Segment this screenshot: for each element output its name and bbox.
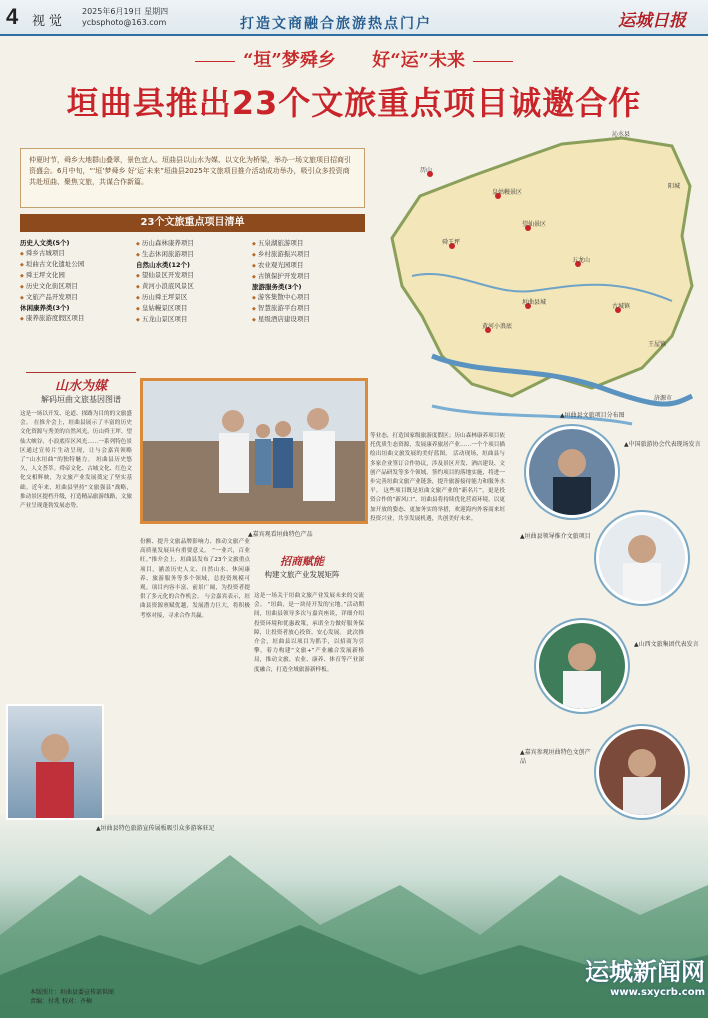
speaker-photo-circle xyxy=(526,426,618,518)
section-heading-subtitle: 构建文旅产业发展矩阵 xyxy=(264,570,340,579)
speaker-photo xyxy=(6,704,104,820)
photo-caption: ▲嘉宾观看垣曲特色产品 xyxy=(248,531,313,538)
project-list-column xyxy=(252,238,365,325)
project-item: ◆ 康养旅游度假区项目 xyxy=(20,313,130,324)
page-footer xyxy=(30,988,114,1006)
project-item: ◆ 古镇保护开发项目 xyxy=(252,271,365,282)
map-label: 古城镇 xyxy=(612,303,631,310)
section-name: 视觉 xyxy=(32,14,67,29)
issue-date: 2025年6月19日 星期四 xyxy=(82,7,169,16)
project-category: 自然山水类(12个) xyxy=(136,261,190,269)
project-item: ◆ 垣曲古文化遗址公园 xyxy=(20,259,130,270)
watermark-url: www.sxycrb.com xyxy=(610,987,705,998)
section-heading-2 xyxy=(254,553,350,587)
project-item: ◆ 文旅产品开发项目 xyxy=(20,292,130,303)
speaker-photo-circle xyxy=(596,512,688,604)
project-item: ◆ 农业观光园项目 xyxy=(252,260,365,271)
photo-caption: ▲山西文旅集团代表发言 xyxy=(634,641,699,648)
article-column-4: 等业态，打造国家级旅游度假区；历山森林康养项目依托优质生态资源，发展康养旅居产业……一个个项目描绘出垣曲文旅发展的美好蓝图。 活动现场，垣曲县与多家企业签订合作协议，涉及景区开发、酒店建设、文创产品研发等多个领域。签约项目的落地实施，将进一步完善垣曲文旅产业链条，提升旅游接待能力和服务水平。 这些项目既是垣曲文旅产业的“新名片”，更是投资合作的“新风口”。垣曲县将持续优化营商环境，以更加开放的姿态、更加务实的举措，欢迎海内外客商来垣投资兴业，共享发展机遇，共创美好未来。 xyxy=(370,433,505,522)
map-label: 阳城 xyxy=(668,183,681,190)
project-item: ◆ 望仙景区开发项目 xyxy=(136,270,246,281)
photo-caption: ▲中国旅游协会代表现场发言 xyxy=(624,441,701,448)
photo-caption: ▲垣曲县领导推介文旅项目 xyxy=(520,533,591,540)
project-list-column xyxy=(136,238,246,325)
project-category: 休闲康养类(3个) xyxy=(20,304,70,312)
page-number: 4 xyxy=(6,4,19,29)
header-banner: 打造文商融合旅游热点门户 xyxy=(240,16,432,32)
project-list-column xyxy=(20,238,130,324)
article-column-2: 份额、提升文旅品牌影响力、推动文旅产业高质量发展具有重要意义。 “一业兴，百业旺。”推介会上，垣曲县发布了23个文旅重点项目，涵盖历史人文、自然山水、休闲康养、旅游服务等多个领域，总投资规模可观。项目内容丰富、前景广阔，为投资者提供了多元化的合作机会。 与会嘉宾表示，垣曲县资源禀赋优越，发展潜力巨大，将积极考察对接，寻求合作共赢。 xyxy=(140,539,250,619)
project-item: ◆ 五龙山景区项目 xyxy=(136,314,246,325)
watermark xyxy=(540,952,705,1006)
project-item: ◆ 智慧旅游平台项目 xyxy=(252,303,365,314)
project-item: ◆ 历山舜王坪景区 xyxy=(136,292,246,303)
map-labels-layer xyxy=(372,126,702,432)
map-label: 望仙景区 xyxy=(522,221,547,228)
map-label: 皇姑幔景区 xyxy=(492,189,523,196)
project-item: ◆ 黄河小浪底风景区 xyxy=(136,281,246,292)
article-column-1: 这是一场以开发、论道、探路为目的的文旅盛会。 在推介会上，垣曲县展示了丰富的历史文化资源与秀美的自然风光。历山舜王坪、望仙大峡谷、小浪底库区风光……一系列特色景区通过宣传片生动呈现，让与会嘉宾领略了“山水垣曲”的独特魅力。 垣曲县历史悠久，人文荟萃。舜帝文化、古城文化、红色文化交相辉映，为文旅产业发展奠定了坚实基础。近年来，垣曲县坚持“文旅强县”战略，推动景区提档升级，打造精品旅游线路，文旅产业呈现蓬勃发展态势。 xyxy=(20,411,132,510)
event-photo xyxy=(140,378,368,524)
project-item: ◆ 星级酒店建设项目 xyxy=(252,314,365,325)
footer-line: 本版照片：垣曲县委宣传部供图 xyxy=(30,989,115,996)
project-item: ◆ 舜乡古城项目 xyxy=(20,248,130,259)
project-category: 历史人文类(5个) xyxy=(20,239,70,247)
photo-caption: ▲嘉宾参观垣曲特色文创产品 xyxy=(520,749,591,765)
map-label: 黄河小浪底 xyxy=(482,323,513,330)
map-label: 济源市 xyxy=(654,395,673,402)
section-heading-title: 招商赋能 xyxy=(280,555,324,568)
map-label: 王屋镇 xyxy=(648,341,667,348)
watermark-logo: 运城新闻网 xyxy=(585,958,705,986)
project-item: ◆ 生态休闲旅游项目 xyxy=(136,249,246,260)
map-label: 舜王坪 xyxy=(442,239,461,246)
map-label: 历山 xyxy=(420,167,433,174)
intro-box: 仲夏时节，舜乡大地群山叠翠，景色宜人。垣曲县以山水为媒、以文化为桥梁，举办一场文旅项目招商引资盛会。6月中旬，“‘垣’梦舜乡 好‘运’未来”垣曲县2025年文旅项目推介活动成功举办，吸引众多投资商共赴垣曲、聚焦文旅，共谋合作新篇。 xyxy=(20,148,365,208)
contact-email: ycbsphoto@163.com xyxy=(82,18,167,27)
project-item: ◆ 历史文化街区项目 xyxy=(20,281,130,292)
project-item: ◆ 游客集散中心项目 xyxy=(252,292,365,303)
subtitle-right: 好“运”未来 xyxy=(372,50,465,71)
project-item: ◆ 皇姑幔景区项目 xyxy=(136,303,246,314)
project-category: 旅游服务类(3个) xyxy=(252,283,302,291)
project-item: ◆ 历山森林康养项目 xyxy=(136,238,246,249)
speaker-photo-circle xyxy=(536,620,628,712)
subtitle xyxy=(0,46,708,72)
map-label: 垣曲县城 xyxy=(522,299,547,306)
project-item: ◆ 舜王坪文化园 xyxy=(20,270,130,281)
map-label: 五龙山 xyxy=(572,257,591,264)
section-heading-title: 山水为媒 xyxy=(54,379,107,394)
map-label: 沁水县 xyxy=(612,131,631,138)
section-heading-1 xyxy=(26,372,136,406)
article-column-3: 这是一场关于垣曲文旅产业发展未来的交流会。 “垣曲，是一块待开发的宝地。”活动期间，垣曲县领导多次与嘉宾座谈，详细介绍投资环境和优惠政策，承诺全力做好服务保障，让投资者放心投资、安心发展。 此次推介会，垣曲县以项目为抓手，以招商为引擎，着力构建“文旅+”产业融合发展新格局，推动文旅、农业、康养、体育等产业深度融合，打造全域旅游新样板。 xyxy=(254,593,364,673)
project-item: ◆ 五泉湖旅游项目 xyxy=(252,238,365,249)
project-list xyxy=(20,214,365,344)
project-item: ◆ 乡村旅游振兴项目 xyxy=(252,249,365,260)
project-list-title: 23个文旅重点项目清单 xyxy=(20,214,365,232)
headline: 垣曲县推出23个文旅重点项目诚邀合作 xyxy=(66,84,642,122)
subtitle-left: “垣”梦舜乡 xyxy=(243,50,336,71)
map-caption: ▲垣曲县文旅项目分布图 xyxy=(560,412,625,419)
bottom-caption: ▲垣曲县特色旅游宣传展板吸引众多游客驻足 xyxy=(96,825,215,832)
section-heading-subtitle: 解码垣曲文旅基因图谱 xyxy=(41,395,121,404)
newspaper-logo: 运城日报 xyxy=(618,11,686,31)
footer-line: 责编：付兆 校对：齐楠 xyxy=(30,998,92,1005)
speaker-photo-circle xyxy=(596,726,688,818)
